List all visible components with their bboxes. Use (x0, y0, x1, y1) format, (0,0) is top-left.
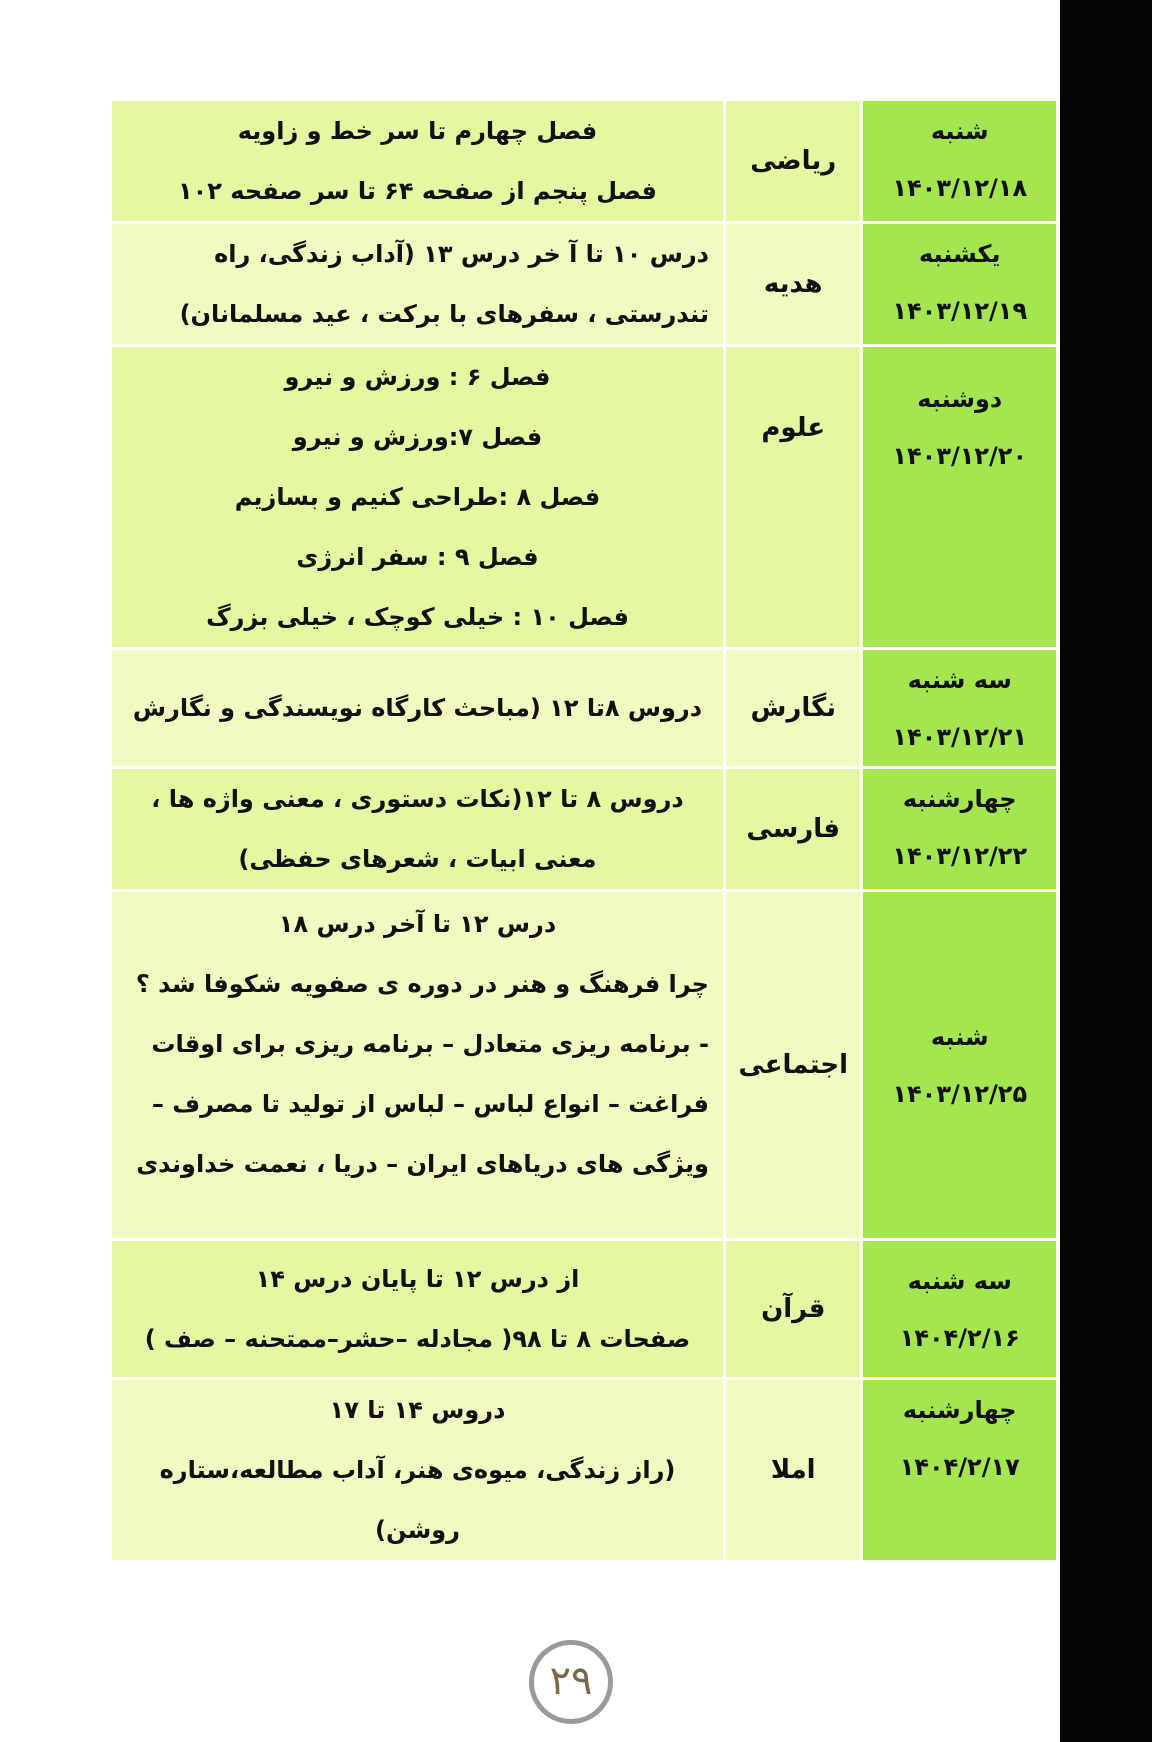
date-cell (863, 224, 1056, 344)
subject-cell: قرآن (726, 1241, 861, 1377)
date-cell (863, 101, 1056, 221)
subject-cell: اجتماعی (726, 892, 861, 1238)
date-value: ۱۴۰۴/۲/۱۶ (899, 1324, 1020, 1352)
date-cell (863, 347, 1056, 647)
date-cell (863, 1380, 1056, 1560)
day-name: شنبه (930, 1023, 989, 1051)
content-cell (112, 224, 723, 344)
table-row (112, 892, 1056, 1238)
table-row (112, 101, 1056, 221)
date-cell (863, 892, 1056, 1238)
content-line: دروس ۱۴ تا ۱۷ (329, 1396, 506, 1424)
subject-label: علوم (761, 413, 826, 443)
content-cell (112, 347, 723, 647)
table-row (112, 650, 1056, 766)
subject-cell (726, 347, 861, 647)
date-value: ۱۴۰۳/۱۲/۱۸ (892, 174, 1028, 202)
content-line: تندرستی ، سفرهای با برکت ، عید مسلمانان) (179, 300, 709, 328)
content-line: فصل پنجم از صفحه ۶۴ تا سر صفحه ۱۰۲ (177, 177, 657, 205)
day-name: سه شنبه (907, 1267, 1012, 1295)
content-line: دروس ۸تا ۱۲ (مباحث کارگاه نویسندگی و نگارش (132, 694, 703, 722)
table-row (112, 769, 1056, 889)
subject-cell: ریاضی (726, 101, 861, 221)
content-line: فصل ۶ : ورزش و نیرو (284, 363, 551, 391)
content-cell (112, 650, 723, 766)
content-line: چرا فرهنگ و هنر در دوره ی صفویه شکوفا شد ؟ (135, 970, 709, 998)
content-line: درس ۱۰ تا آ خر درس ۱۳ (آداب زندگی، راه (214, 240, 709, 268)
date-cell (863, 769, 1056, 889)
date-value: ۱۴۰۳/۱۲/۱۹ (892, 297, 1028, 325)
date-value: ۱۴۰۳/۱۲/۲۱ (892, 723, 1028, 751)
content-line: فراغت – انواع لباس – لباس از تولید تا مصرف – (151, 1090, 709, 1118)
content-cell (112, 769, 723, 889)
day-name: چهارشنبه (902, 785, 1017, 813)
content-line: فصل ۸ :طراحی کنیم و بسازیم (234, 483, 601, 511)
date-cell (863, 1241, 1056, 1377)
content-cell (112, 101, 723, 221)
date-value: ۱۴۰۴/۲/۱۷ (899, 1453, 1020, 1481)
content-line: از درس ۱۲ تا پایان درس ۱۴ (255, 1265, 580, 1293)
date-value: ۱۴۰۳/۱۲/۲۵ (892, 1080, 1028, 1108)
exam-schedule-table (109, 98, 1059, 1563)
date-cell (863, 650, 1056, 766)
content-line: فصل ۷:ورزش و نیرو (292, 423, 543, 451)
content-line: فصل ۹ : سفر انرژی (296, 543, 539, 571)
content-cell (112, 1380, 723, 1560)
day-name: یکشنبه (918, 240, 1001, 268)
right-black-margin (1060, 0, 1152, 1742)
day-name: سه شنبه (907, 666, 1012, 694)
content-line: درس ۱۲ تا آخر درس ۱۸ (278, 910, 557, 938)
content-line: ویژگی های دریاهای ایران – دریا ، نعمت خداوندی (136, 1150, 709, 1178)
day-name: شنبه (930, 117, 989, 145)
content-line: معنی ابیات ، شعرهای حفظی) (238, 845, 597, 873)
date-value: ۱۴۰۳/۱۲/۲۲ (892, 842, 1028, 870)
subject-cell: نگارش (726, 650, 861, 766)
date-value: ۱۴۰۳/۱۲/۲۰ (892, 442, 1028, 470)
table-row (112, 347, 1056, 647)
content-line: صفحات ۸ تا ۹۸( مجادله –حشر–ممتحنه – صف ) (144, 1325, 691, 1353)
subject-cell: هدیه (726, 224, 861, 344)
content-cell (112, 1241, 723, 1377)
content-line: (راز زندگی، میوه‌ی هنر، آداب مطالعه،ستاره روشن) (159, 1456, 676, 1544)
subject-cell: فارسی (726, 769, 861, 889)
day-name: دوشنبه (917, 385, 1003, 413)
content-line: فصل ۱۰ : خیلی کوچک ، خیلی بزرگ (206, 603, 629, 631)
day-name: چهارشنبه (902, 1396, 1017, 1424)
content-line: دروس ۸ تا ۱۲(نکات دستوری ، معنی واژه ها ، (151, 785, 684, 813)
content-cell (112, 892, 723, 1238)
page-number: ۲۹ (529, 1640, 613, 1724)
subject-cell: املا (726, 1380, 861, 1560)
content-line: - برنامه ریزی متعادل – برنامه ریزی برای اوقات (151, 1030, 709, 1058)
table-row (112, 1241, 1056, 1377)
content-line: فصل چهارم تا سر خط و زاویه (237, 117, 598, 145)
table-row (112, 224, 1056, 344)
table-row (112, 1380, 1056, 1560)
